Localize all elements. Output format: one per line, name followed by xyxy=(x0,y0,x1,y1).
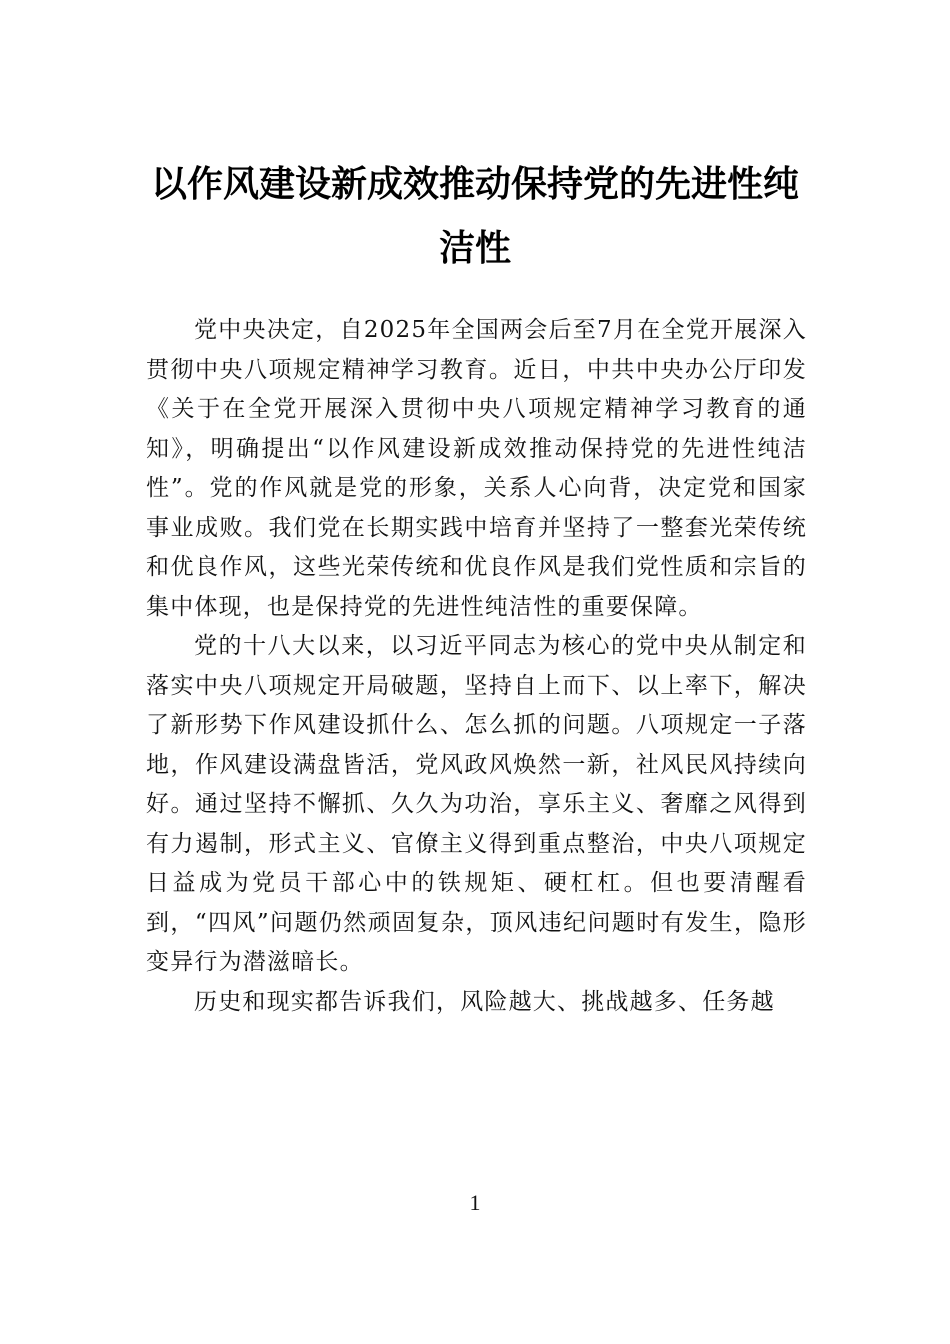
document-body xyxy=(146,311,807,1022)
paragraph-1: 党中央决定，自2025年全国两会后至7月在全党开展深入贯彻中央八项规定精神学习教育。近日，中共中央办公厅印发《关于在全党开展深入贯彻中央八项规定精神学习教育的通知》，明确提出“以作风建设新成效推动保持党的先进性纯洁性”。党的作风就是党的形象，关系人心向背，决定党和国家事业成败。我们党在长期实践中培育并坚持了一整套光荣传统和优良作风，这些光荣传统和优良作风是我们党性质和宗旨的集中体现，也是保持党的先进性纯洁性的重要保障。 xyxy=(146,317,807,620)
paragraph-3: 历史和现实都告诉我们，风险越大、挑战越多、任务越 xyxy=(194,988,775,1015)
document-title: 以作风建设新成效推动保持党的先进性纯洁性 xyxy=(150,164,799,269)
page-number: 1 xyxy=(469,1190,481,1215)
paragraph-2: 党的十八大以来，以习近平同志为核心的党中央从制定和落实中央八项规定开局破题，坚持自上而下、以上率下，解决了新形势下作风建设抓什么、怎么抓的问题。八项规定一子落地，作风建设满盘皆活，党风政风焕然一新，社风民风持续向好。通过坚持不懈抓、久久为功治，享乐主义、奢靡之风得到有力遏制，形式主义、官僚主义得到重点整治，中央八项规定日益成为党员干部心中的铁规矩、硬杠杠。但也要清醒看到，“四风”问题仍然顽固复杂，顶风违纪问题时有发生，隐形变异行为潜滋暗长。 xyxy=(146,633,807,975)
